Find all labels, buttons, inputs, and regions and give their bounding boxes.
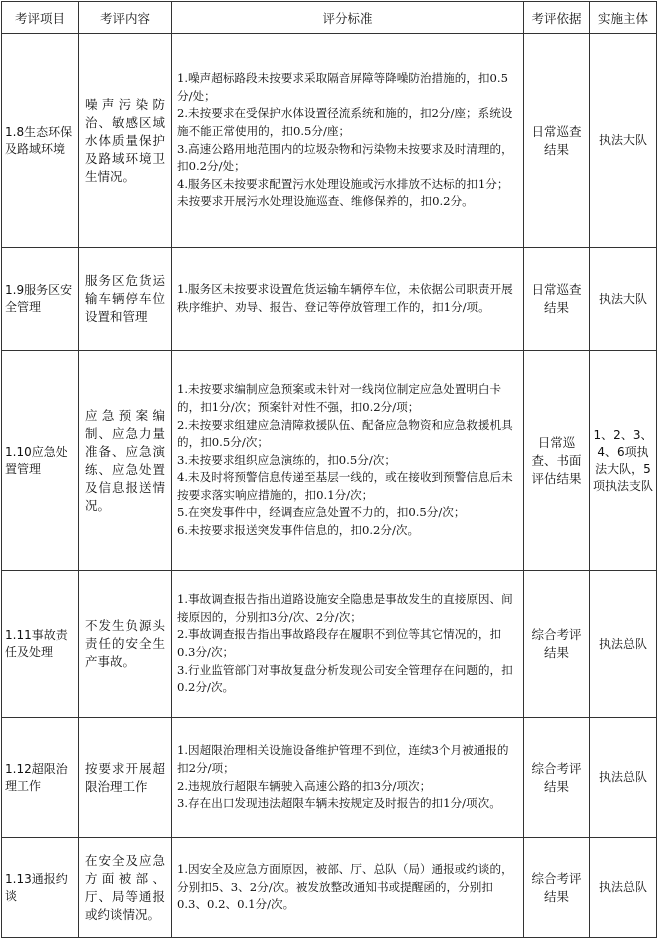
row-criteria bbox=[172, 248, 524, 351]
table-row bbox=[2, 351, 657, 571]
header-executor: 实施主体 bbox=[590, 2, 657, 34]
table-row bbox=[2, 571, 657, 718]
row-criteria bbox=[172, 718, 524, 838]
header-row bbox=[2, 2, 657, 34]
row-executor: 执法总队 bbox=[590, 718, 657, 838]
header-item: 考评项目 bbox=[2, 2, 79, 34]
row-basis: 日常巡查结果 bbox=[524, 34, 590, 248]
criteria-line: 2.未按要求在受保护水体设置径流系统和施的，扣2分/座；系统设施不能正常使用的，扣0.5分/座； bbox=[177, 106, 513, 138]
row-basis: 综合考评结果 bbox=[524, 838, 590, 938]
row-criteria bbox=[172, 34, 524, 248]
row-executor: 1、2、3、4、6项执法大队，5项执法支队 bbox=[590, 351, 657, 571]
row-content: 噪声污染防治、敏感区域水体质量保护及路域环境卫生情况。 bbox=[79, 34, 172, 248]
row-executor: 执法总队 bbox=[590, 571, 657, 718]
table-row bbox=[2, 248, 657, 351]
row-content: 不发生负源头责任的安全生产事故。 bbox=[79, 571, 172, 718]
criteria-line: 1.未按要求编制应急预案或未针对一线岗位制定应急处置明白卡的，扣1分/次；预案针对性不强，扣0.2分/项； bbox=[177, 382, 502, 414]
row-executor: 执法总队 bbox=[590, 838, 657, 938]
criteria-line: 3.未按要求组织应急演练的，扣0.5分/次； bbox=[177, 452, 396, 467]
header-content: 考评内容 bbox=[79, 2, 172, 34]
criteria-line: 1.服务区未按要求设置危货运输车辆停车位，未依据公司职责开展秩序维护、劝导、报告、登记等停放管理工作的，扣1分/项。 bbox=[177, 282, 513, 314]
criteria-line: 1.因超限治理相关设施设备维护管理不到位，连续3个月被通报的扣2分/项； bbox=[177, 743, 509, 775]
criteria-line: 4.未及时将预警信息传递至基层一线的，或在接收到预警信息后未按要求落实响应措施的，扣0.1分/次； bbox=[177, 470, 513, 502]
criteria-line: 2.事故调查报告指出事故路段存在履职不到位等其它情况的，扣0.3分/次； bbox=[177, 627, 502, 659]
criteria-line: 1.事故调查报告指出道路设施安全隐患是事故发生的直接原因、间接原因的，分别扣3分/次、2分/次； bbox=[177, 592, 513, 624]
criteria-line: 6.未按要求报送突发事件信息的，扣0.2分/次。 bbox=[177, 523, 420, 538]
table-row bbox=[2, 838, 657, 938]
row-item: 1.8生态环保及路域环境 bbox=[2, 34, 79, 248]
criteria-line: 3.存在出口发现违法超限车辆未按规定及时报告的扣1分/项次。 bbox=[177, 796, 501, 811]
row-basis: 日常巡查、书面评估结果 bbox=[524, 351, 590, 571]
row-executor: 执法大队 bbox=[590, 34, 657, 248]
row-item: 1.12超限治理工作 bbox=[2, 718, 79, 838]
row-content: 按要求开展超限治理工作 bbox=[79, 718, 172, 838]
row-item: 1.9服务区安全管理 bbox=[2, 248, 79, 351]
criteria-line: 4.服务区未按要求配置污水处理设施或污水排放不达标的扣1分；未按要求开展污水处理设施巡查、维修保养的，扣0.2分。 bbox=[177, 176, 509, 209]
criteria-line: 3.行业监管部门对事故复盘分析发现公司安全管理存在问题的，扣0.2分/次。 bbox=[177, 662, 513, 695]
row-criteria bbox=[172, 571, 524, 718]
table-row bbox=[2, 34, 657, 248]
row-basis: 综合考评结果 bbox=[524, 718, 590, 838]
row-criteria bbox=[172, 838, 524, 938]
row-content: 应急预案编制、应急力量准备、应急演练、应急处置及信息报送情况。 bbox=[79, 351, 172, 571]
criteria-line: 1.噪声超标路段未按要求采取隔音屏障等降噪防治措施的，扣0.5分/处； bbox=[177, 71, 508, 103]
row-criteria bbox=[172, 351, 524, 571]
row-basis: 日常巡查结果 bbox=[524, 248, 590, 351]
header-basis: 考评依据 bbox=[524, 2, 590, 34]
header-criteria: 评分标准 bbox=[172, 2, 524, 34]
criteria-line: 2.违规放行超限车辆驶入高速公路的扣3分/项次； bbox=[177, 778, 432, 793]
criteria-line: 3.高速公路用地范围内的垃圾杂物和污染物未按要求及时清理的，扣0.2分/处； bbox=[177, 141, 513, 174]
row-executor: 执法大队 bbox=[590, 248, 657, 351]
row-basis: 综合考评结果 bbox=[524, 571, 590, 718]
row-item: 1.10应急处置管理 bbox=[2, 351, 79, 571]
row-item: 1.13通报约谈 bbox=[2, 838, 79, 938]
criteria-line: 2.未按要求组建应急清障救援队伍、配备应急物资和应急救援机具的，扣0.5分/次； bbox=[177, 417, 513, 450]
table-row bbox=[2, 718, 657, 838]
row-content: 服务区危货运输车辆停车位设置和管理 bbox=[79, 248, 172, 351]
row-item: 1.11事故责任及处理 bbox=[2, 571, 79, 718]
row-content: 在安全及应急方面被部、厅、局等通报或约谈情况。 bbox=[79, 838, 172, 938]
criteria-line: 1.因安全及应急方面原因，被部、厅、总队（局）通报或约谈的，分别扣5、3、2分/次。被发放整改通知书或提醒函的，分别扣0.3、0.2、0.1分/次。 bbox=[177, 862, 513, 912]
assessment-table bbox=[1, 1, 657, 938]
criteria-line: 5.在突发事件中，经调查应急处置不力的，扣0.5分/次； bbox=[177, 505, 466, 520]
